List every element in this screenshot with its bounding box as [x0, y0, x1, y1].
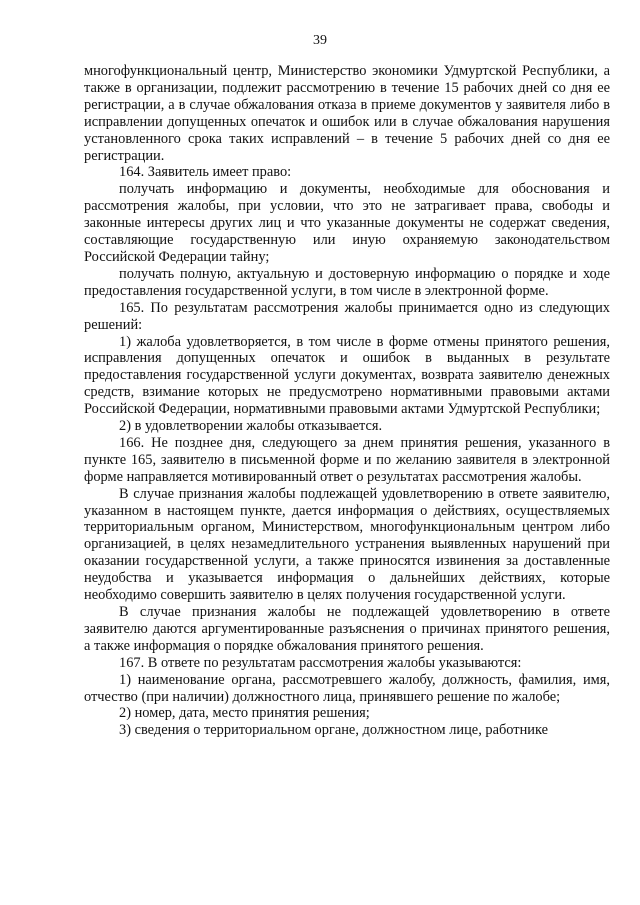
paragraph-167-item-1: 1) наименование органа, рассмотревшего жалобу, должность, фамилия, имя, отчество (при наличии) должностного лица, принявшего решение по жалобе; — [84, 671, 610, 705]
paragraph-164-right-information: получать полную, актуальную и достоверную информацию о порядке и ходе предоставления государственной услуги, в том числе в электронной форме. — [84, 265, 610, 299]
paragraph-164-heading: 164. Заявитель имеет право: — [119, 164, 292, 181]
document-body — [84, 63, 610, 739]
paragraph-167-heading: 167. В ответе по результатам рассмотрения жалобы указываются: — [119, 654, 522, 671]
paragraph-167-item-3: 3) сведения о территориальном органе, должностном лице, работнике — [119, 722, 549, 739]
paragraph-166-satisfied: В случае признания жалобы подлежащей удовлетворению в ответе заявителю, указанном в настоящем пункте, дается информация о действиях, осуществляемых территориальным органом, Министерством, многофункциональным центром либо организацией, в целях незамедлительного устранения выявленных нарушений при оказании государственной услуги, а также приносятся извинения за доставленные неудобства и указывается информация о дальнейших действиях, которые необходимо совершить заявителю в целях получения государственной услуги. — [84, 485, 610, 604]
paragraph-166: 166. Не позднее дня, следующего за днем принятия решения, указанного в пункте 165, заявителю в письменной форме и по желанию заявителя в электронной форме направляется мотивированный ответ о результатах рассмотрения жалобы. — [84, 434, 610, 485]
paragraph-165-decision-2: 2) в удовлетворении жалобы отказывается. — [119, 418, 383, 435]
paragraph-review-deadline: многофункциональный центр, Министерство экономики Удмуртской Республики, а также в организации, подлежит рассмотрению в течение 15 рабочих дней со дня ее регистрации, а в случае обжалования отказа в приеме документов у заявителя либо в исправлении допущенных опечаток и ошибок или в случае обжалования нарушения установленного срока таких исправлений – в течение 5 рабочих дней со дня ее регистрации. — [84, 63, 610, 164]
page-number: 39 — [313, 33, 327, 48]
paragraph-164-right-documents: получать информацию и документы, необходимые для обоснования и рассмотрения жалобы, при условии, что это не затрагивает права, свободы и законные интересы других лиц и что указанные документы не содержат сведения, составляющие государственную или иную охраняемую законодательством Российской Федерации тайну; — [84, 181, 610, 265]
paragraph-166-rejected: В случае признания жалобы не подлежащей удовлетворению в ответе заявителю даются аргументированные разъяснения о причинах принятого решения, а также информация о порядке обжалования принятого решения. — [84, 604, 610, 654]
paragraph-165-decision-1: 1) жалоба удовлетворяется, в том числе в форме отмены принятого решения, исправления допущенных опечаток и ошибок в выданных в результате предоставления государственной услуги документах, возврата заявителю денежных средств, взимание которых не предусмотрено нормативными правовыми актами Российской Федерации, нормативными правовыми актами Удмуртской Республики; — [84, 333, 610, 418]
paragraph-165-heading: 165. По результатам рассмотрения жалобы принимается одно из следующих решений: — [84, 299, 610, 333]
paragraph-167-item-2: 2) номер, дата, место принятия решения; — [119, 705, 370, 722]
